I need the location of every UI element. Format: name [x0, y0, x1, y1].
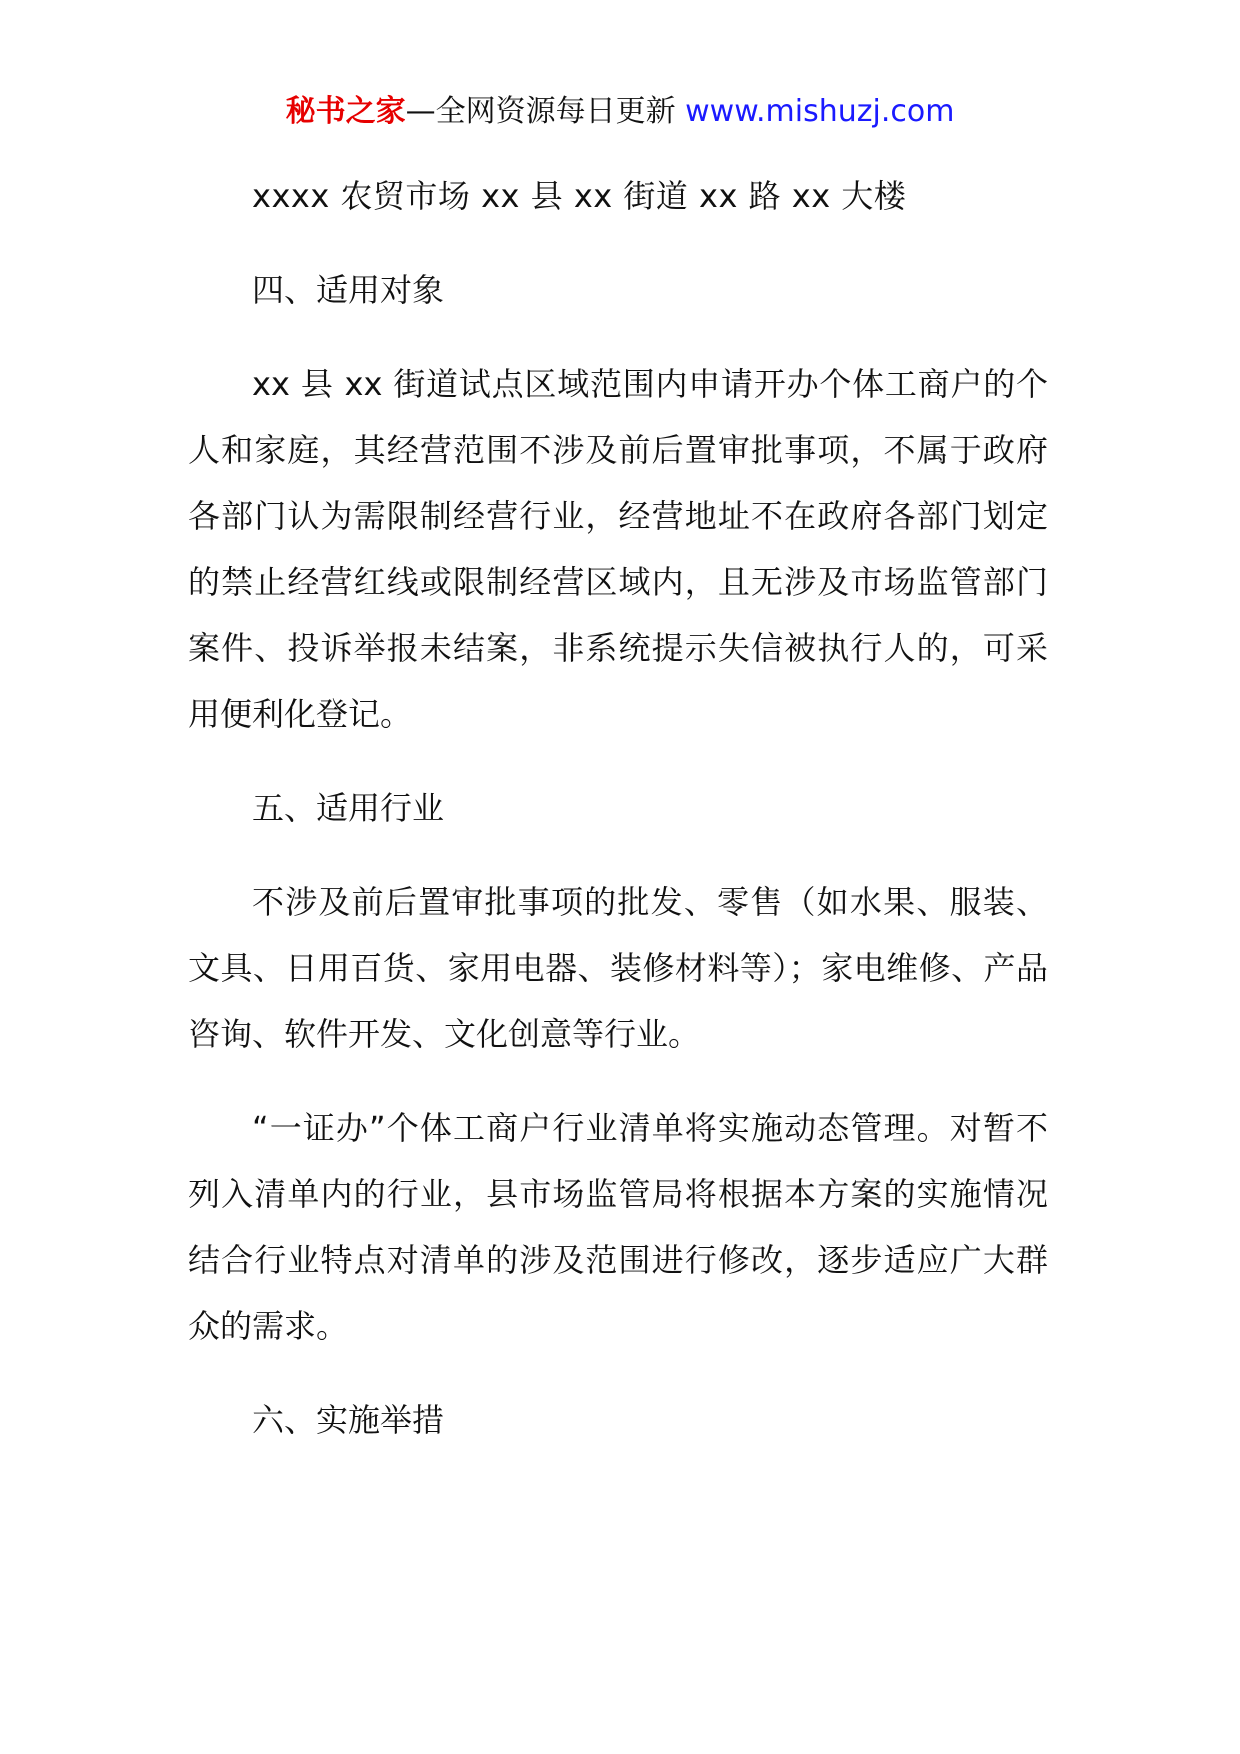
header-slogan: —全网资源每日更新	[405, 94, 676, 129]
document-body	[188, 163, 1048, 1481]
address-line: xxxx 农贸市场 xx 县 xx 街道 xx 路 xx 大楼	[252, 177, 907, 215]
section-6-heading: 六、实施举措	[252, 1401, 445, 1439]
section-4-heading: 四、适用对象	[252, 271, 445, 309]
section-5-note-paragraph: “一证办”个体工商户行业清单将实施动态管理。对暂不列入清单内的行业，县市场监管局将根据本方案的实施情况结合行业特点对清单的涉及范围进行修改，逐步适应广大群众的需求。	[188, 1109, 1048, 1345]
brand-name: 秘书之家	[285, 94, 406, 129]
section-5-paragraph: 不涉及前后置审批事项的批发、零售（如水果、服装、文具、日用百货、家用电器、装修材料等）；家电维修、产品咨询、软件开发、文化创意等行业。	[188, 883, 1048, 1053]
section-4-paragraph: xx 县 xx 街道试点区域范围内申请开办个体工商户的个人和家庭，其经营范围不涉及前后置审批事项，不属于政府各部门认为需限制经营行业，经营地址不在政府各部门划定的禁止经营红线或限制经营区域内，且无涉及市场监管部门案件、投诉举报未结案，非系统提示失信被执行人的，可采用便利化登记。	[188, 365, 1048, 733]
site-url-link[interactable]: www.mishuzj.com	[685, 94, 955, 129]
site-header	[0, 92, 1240, 132]
section-5-heading: 五、适用行业	[252, 789, 445, 827]
